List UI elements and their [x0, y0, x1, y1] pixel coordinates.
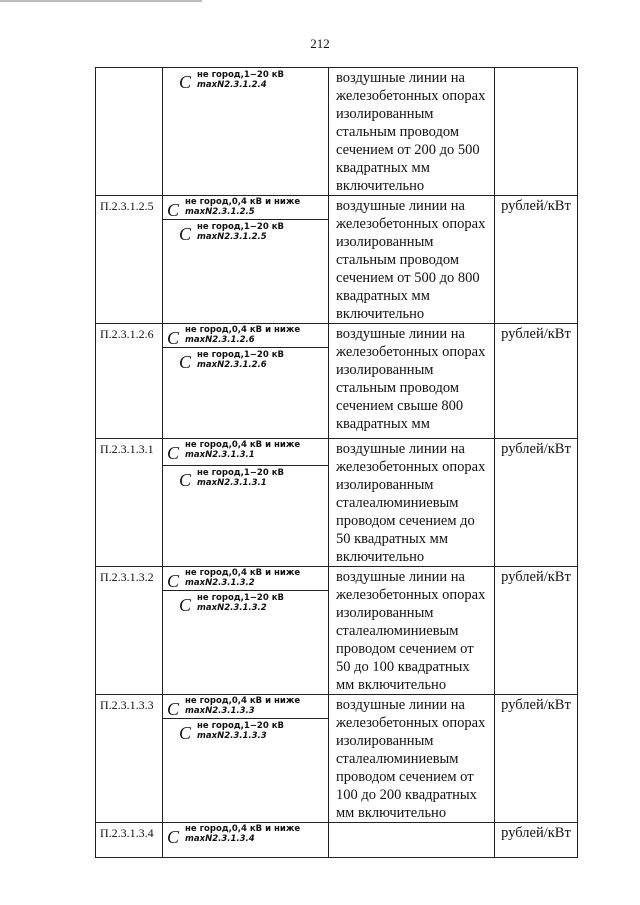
rate-superscript: не город,1−20 кВ: [197, 593, 284, 603]
rate-subscript: maxN2.3.1.3.1: [185, 450, 255, 460]
line-description: воздушные линии на железобетонных опорах изолированным сталеалюминиевым проводом сечением до 50 квадратных мм включительно: [329, 439, 495, 567]
rate-subscript: maxN2.3.1.2.5: [197, 232, 267, 242]
rate-superscript: не город,0,4 кВ и ниже: [185, 568, 301, 578]
table-row: [96, 324, 578, 439]
rate-symbol: C: [167, 571, 180, 591]
formula-cell: [163, 196, 329, 324]
table-row: [96, 823, 578, 858]
rate-superscript: не город,0,4 кВ и ниже: [185, 824, 301, 834]
rate-symbol: C: [179, 72, 192, 92]
rate-subscript: maxN2.3.1.2.6: [185, 335, 255, 345]
unit-label: рублей/кВт: [495, 324, 578, 439]
table-row: [96, 695, 578, 823]
page-number: 212: [310, 36, 330, 51]
item-code: [96, 68, 163, 196]
rate-subscript: maxN2.3.1.3.4: [185, 834, 255, 844]
rate-superscript: не город,1−20 кВ: [197, 70, 284, 80]
unit-label: рублей/кВт: [495, 567, 578, 695]
rate-superscript: не город,1−20 кВ: [197, 350, 284, 360]
rate-symbol: C: [167, 328, 180, 348]
line-description: воздушные линии на железобетонных опорах изолированным стальным проводом сечением свыше 800 квадратных мм: [329, 324, 495, 439]
top-rule: [0, 0, 202, 2]
rate-symbol: C: [179, 352, 192, 372]
rate-symbol: C: [179, 723, 192, 743]
unit-label: [495, 68, 578, 196]
formula-cell: [163, 439, 329, 567]
rate-medium-voltage: [163, 347, 328, 370]
rate-symbol: C: [179, 470, 192, 490]
rate-medium-voltage: [163, 590, 328, 613]
rate-symbol: C: [167, 827, 180, 847]
rate-subscript: maxN2.3.1.3.1: [197, 478, 267, 488]
line-description: воздушные линии на железобетонных опорах изолированным стальным проводом сечением от 200 до 500 квадратных мм включительно: [329, 68, 495, 196]
line-description: воздушные линии на железобетонных опорах изолированным сталеалюминиевым проводом сечением от 50 до 100 квадратных мм включительно: [329, 567, 495, 695]
table-row: [96, 439, 578, 567]
rate-low-voltage: [163, 695, 328, 718]
rate-low-voltage: [163, 196, 328, 219]
item-code: П.2.3.1.2.5: [96, 196, 163, 324]
rate-subscript: maxN2.3.1.2.4: [197, 80, 267, 90]
formula-cell: [163, 567, 329, 695]
table-row: [96, 196, 578, 324]
rate-subscript: maxN2.3.1.3.3: [197, 731, 267, 741]
rate-medium-voltage: [163, 68, 328, 90]
rate-subscript: maxN2.3.1.3.3: [185, 706, 255, 716]
rate-low-voltage: [163, 324, 328, 347]
rate-low-voltage: [163, 567, 328, 590]
rate-subscript: maxN2.3.1.2.6: [197, 360, 267, 370]
item-code: П.2.3.1.3.1: [96, 439, 163, 567]
rate-medium-voltage: [163, 718, 328, 741]
table-row: [96, 68, 578, 196]
item-code: П.2.3.1.3.3: [96, 695, 163, 823]
rate-medium-voltage: [163, 465, 328, 488]
rate-low-voltage: [163, 439, 328, 465]
formula-cell: [163, 68, 329, 196]
rate-superscript: не город,0,4 кВ и ниже: [185, 696, 301, 706]
formula-cell: [163, 823, 329, 858]
rate-symbol: C: [167, 699, 180, 719]
rate-symbol: C: [167, 200, 180, 220]
rate-superscript: не город,1−20 кВ: [197, 468, 284, 478]
item-code: П.2.3.1.3.2: [96, 567, 163, 695]
rate-symbol: C: [179, 224, 192, 244]
formula-cell: [163, 695, 329, 823]
unit-label: рублей/кВт: [495, 196, 578, 324]
item-code: П.2.3.1.2.6: [96, 324, 163, 439]
rate-medium-voltage: [163, 219, 328, 242]
tariff-table: [95, 67, 578, 858]
line-description: воздушные линии на железобетонных опорах изолированным стальным проводом сечением от 500 до 800 квадратных мм включительно: [329, 196, 495, 324]
formula-cell: [163, 324, 329, 439]
line-description: [329, 823, 495, 858]
rate-superscript: не город,0,4 кВ и ниже: [185, 440, 301, 450]
rate-superscript: не город,0,4 кВ и ниже: [185, 325, 301, 335]
table-row: [96, 567, 578, 695]
unit-label: рублей/кВт: [495, 695, 578, 823]
rate-superscript: не город,1−20 кВ: [197, 721, 284, 731]
rate-subscript: maxN2.3.1.3.2: [185, 578, 255, 588]
line-description: воздушные линии на железобетонных опорах изолированным сталеалюминиевым проводом сечением от 100 до 200 квадратных мм включительно: [329, 695, 495, 823]
rate-low-voltage: [163, 823, 328, 852]
item-code: П.2.3.1.3.4: [96, 823, 163, 858]
rate-symbol: C: [179, 595, 192, 615]
unit-label: рублей/кВт: [495, 439, 578, 567]
rate-superscript: не город,1−20 кВ: [197, 222, 284, 232]
rate-subscript: maxN2.3.1.2.5: [185, 207, 255, 217]
unit-label: рублей/кВт: [495, 823, 578, 858]
rate-symbol: C: [167, 443, 180, 463]
rate-superscript: не город,0,4 кВ и ниже: [185, 197, 301, 207]
rate-subscript: maxN2.3.1.3.2: [197, 603, 267, 613]
